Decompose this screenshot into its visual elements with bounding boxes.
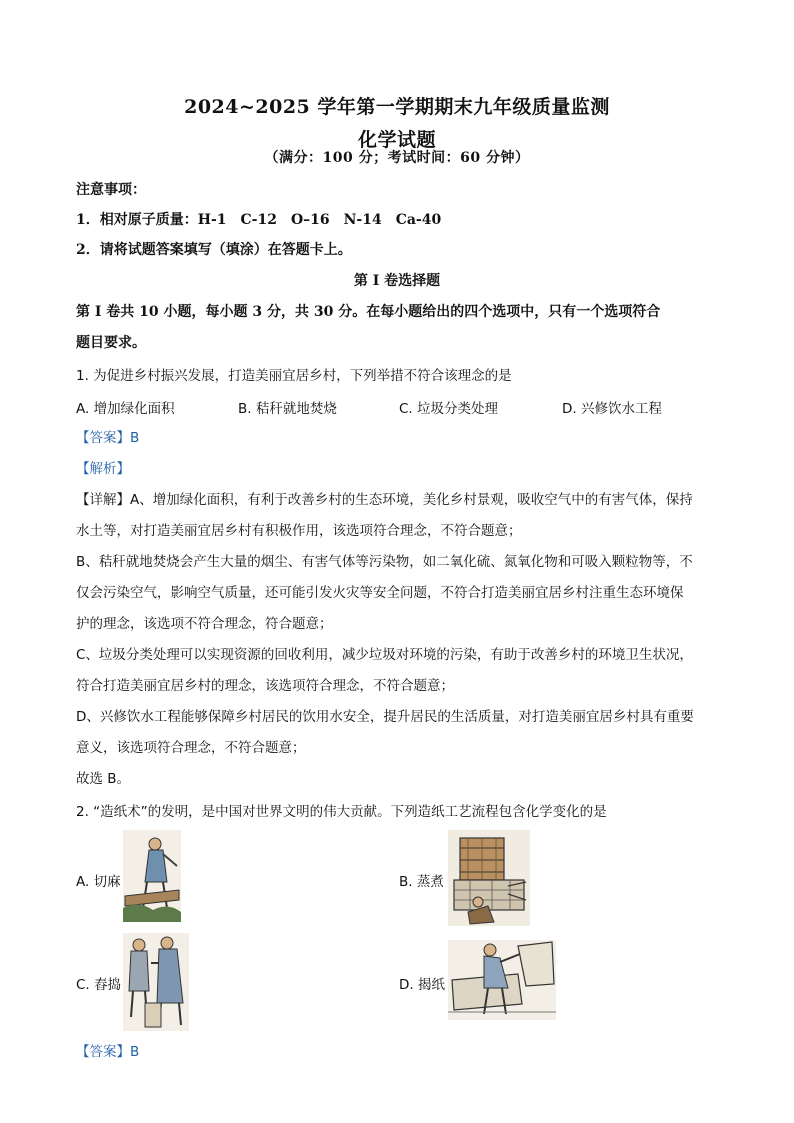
notice-heading: 注意事项： — [76, 182, 146, 198]
q1-option-d: D. 兴修饮水工程 — [562, 401, 662, 417]
q2-stem: 2. “造纸术”的发明，是中国对世界文明的伟大贡献。下列造纸工艺流程包含化学变化的是 — [76, 804, 607, 820]
q1-stem: 1. 为促进乡村振兴发展，打造美丽宜居乡村，下列举措不符合该理念的是 — [76, 368, 512, 384]
steaming-illustration — [448, 830, 530, 926]
section-desc-line-1: 第 I 卷共 10 小题，每小题 3 分，共 30 分。在每小题给出的四个选项中，只有一个选项符合 — [76, 304, 661, 320]
exam-subject: 化学试题 — [357, 129, 436, 151]
q1-detail-line: 水土等，对打造美丽宜居乡村有积极作用，该选项符合理念，不符合题意； — [76, 523, 522, 539]
q1-detail-line: 【详解】A、增加绿化面积，有利于改善乡村的生态环境，美化乡村景观，吸收空气中的有害气体，保持 — [76, 492, 693, 508]
cutting-hemp-illustration — [123, 830, 181, 922]
exam-title: 2024~2025 学年第一学期期末九年级质量监测 — [184, 96, 610, 118]
section-title: 第 I 卷选择题 — [353, 273, 441, 289]
q1-detail-line: C、垃圾分类处理可以实现资源的回收利用，减少垃圾对环境的污染，有助于改善乡村的环境卫生状况， — [76, 647, 693, 663]
pounding-illustration — [123, 933, 189, 1031]
q1-detail-line: D、兴修饮水工程能够保障乡村居民的饮用水安全，提升居民的生活质量，对打造美丽宜居乡村具有重要 — [76, 709, 694, 725]
notice-item-2: 2．请将试题答案填写（填涂）在答题卡上。 — [76, 242, 352, 258]
q2-option-a: A. 切麻 — [76, 874, 121, 890]
notice-item-1: 1．相对原子质量：H-1 C-12 O–16 N-14 Ca-40 — [76, 212, 442, 228]
q1-detail-line: 故选 B。 — [76, 771, 131, 787]
q1-answer: 【答案】B — [76, 430, 140, 446]
peeling-paper-illustration — [448, 940, 556, 1020]
q1-detail-line: 符合打造美丽宜居乡村的理念，该选项符合理念，不符合题意； — [76, 678, 454, 694]
q1-detail-line: 护的理念，该选项不符合理念，符合题意； — [76, 616, 333, 632]
q1-detail-line: B、秸秆就地焚烧会产生大量的烟尘、有害气体等污染物，如二氧化硫、氮氧化物和可吸入颗粒物等，不 — [76, 554, 693, 570]
q1-analysis-label: 【解析】 — [76, 461, 130, 477]
q2-option-c: C. 舂捣 — [76, 977, 122, 993]
q1-option-b: B. 秸秆就地焚烧 — [238, 401, 337, 417]
q1-detail-line: 意义，该选项符合理念，不符合题意； — [76, 740, 306, 756]
q2-answer: 【答案】B — [76, 1044, 140, 1060]
q2-option-b: B. 蒸煮 — [399, 874, 444, 890]
section-desc-line-2: 题目要求。 — [76, 335, 146, 351]
q1-detail-line: 仅会污染空气，影响空气质量，还可能引发火灾等安全问题，不符合打造美丽宜居乡村注重生态环境保 — [76, 585, 684, 601]
q2-option-d: D. 揭纸 — [399, 977, 445, 993]
q1-option-c: C. 垃圾分类处理 — [399, 401, 499, 417]
exam-info: （满分：100 分；考试时间：60 分钟） — [264, 150, 530, 166]
q1-option-a: A. 增加绿化面积 — [76, 401, 175, 417]
